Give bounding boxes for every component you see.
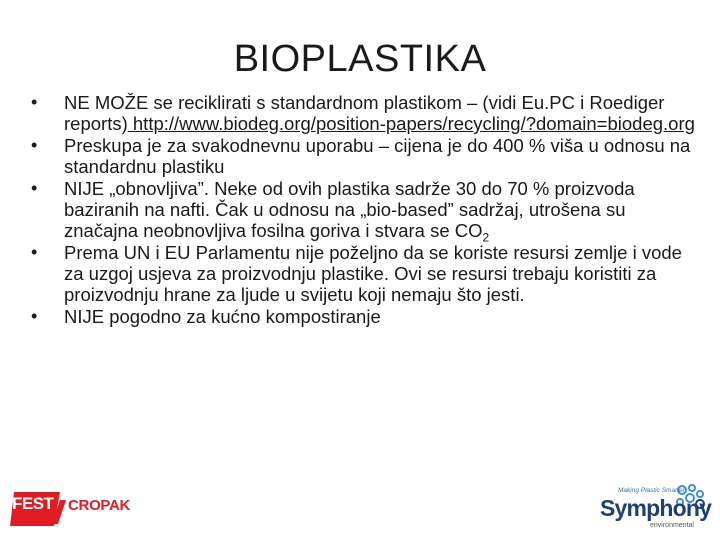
symphony-wordmark: Symphony: [600, 495, 712, 521]
bullet-text: NE MOŽE se reciklirati s standardnom plastikom – (vidi Eu.PC i Roediger reports): [64, 92, 665, 134]
symphony-tagline: Making Plastic Smarter: [618, 487, 685, 494]
symphony-logo: [596, 482, 712, 534]
bullet-text: Prema UN i EU Parlamentu nije poželjno da se koriste resursi zemlje i vode za uzgoj usjeva za proizvodnju plastike. Ovi se resursi trebaju koristiti za proizvodnju hrane za ljude u svijetu koji nemaju što jesti.: [64, 242, 682, 305]
cropak-logo-text: CROPAK: [68, 497, 131, 514]
symphony-subtitle: environmental: [650, 522, 694, 529]
bullet-item-3: [28, 178, 696, 245]
festcropak-logo: [10, 488, 131, 530]
bullet-dot: •: [31, 242, 38, 262]
bullet-text: NIJE pogodno za kućno kompostiranje: [64, 306, 381, 327]
fest-logo-text: FEST: [12, 494, 54, 513]
bullet-text: Preskupa je za svakodnevnu uporabu – cijena je do 400 % viša u odnosu na standardnu plastiku: [64, 135, 691, 177]
bullet-item-5: [28, 306, 696, 327]
bullet-dot: •: [31, 306, 38, 326]
slide-title: BIOPLASTIKA: [233, 38, 487, 80]
bullet-item-2: [28, 135, 696, 177]
bullet-dot: •: [31, 92, 38, 112]
co2-subscript: 2: [482, 230, 490, 245]
bullet-dot: •: [31, 135, 38, 155]
bullet-item-1: [28, 92, 696, 134]
bullet-item-4: [28, 242, 696, 305]
bullet-list: [28, 92, 696, 328]
bullet-dot: •: [31, 178, 38, 198]
biodeg-link[interactable]: http://www.biodeg.org/position-papers/recycling/?domain=biodeg.org: [127, 113, 695, 134]
bullet-text: NIJE „obnovljiva”. Neke od ovih plastika sadrže 30 do 70 % proizvoda baziranih na nafti. Čak u odnosu na „bio-based” sadržaj, utrošena su značajna neobnovljiva fosilna goriva i stvara se CO: [64, 178, 635, 241]
